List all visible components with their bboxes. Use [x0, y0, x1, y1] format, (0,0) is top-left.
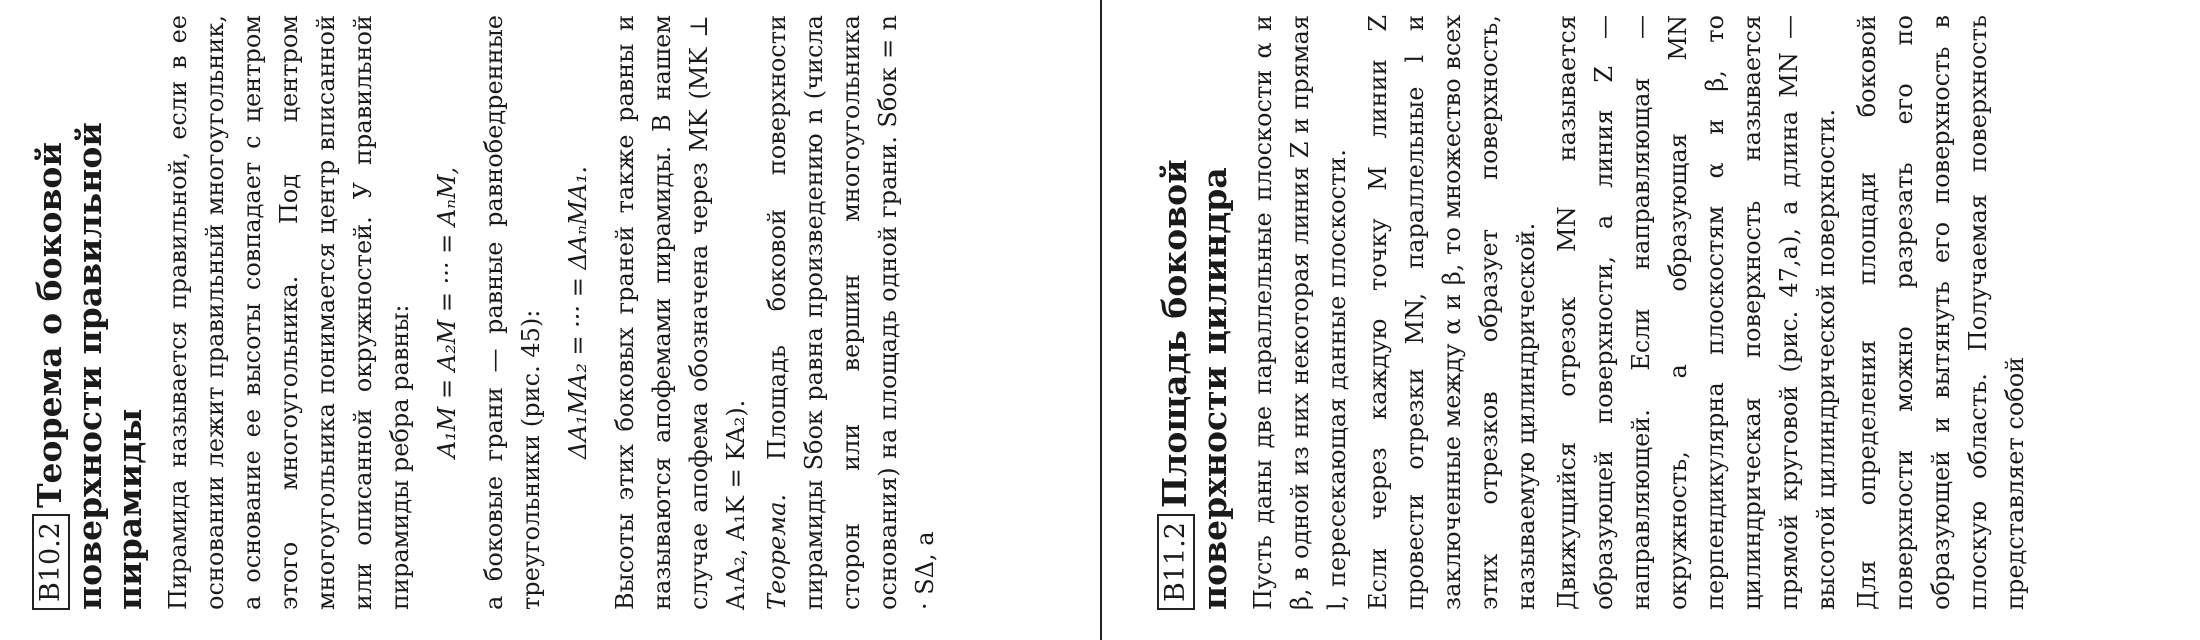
- section-cylinder-area: [1125, 0, 2200, 640]
- formula-edges: A₁M = A₂M = ··· = AₙM,: [433, 166, 461, 459]
- section-heading: [1155, 10, 1235, 610]
- theorem-text: Площадь боковой поверхности пирамиды Sбок равна произведению n (числа сторон или вершин многоугольника основания) на площадь одной грани. Sбок = n · SΔ, а: [763, 15, 939, 610]
- section-body: [160, 15, 948, 610]
- formula-triangles: ΔA₁MA₂ = ··· = ΔAₙMA₁.: [564, 166, 592, 459]
- paragraph-cylindrical-surface: Если через каждую точку M линии Z провести отрезки MN, параллельные l и заключенные между α и β, то множество всех этих отрезков образует поверхность, называемую цилиндрической.: [1364, 15, 1540, 610]
- paragraph-faces: а боковые грани — равные равнобедренные треугольники (рис. 45):: [480, 15, 545, 610]
- section-heading: [30, 10, 150, 610]
- paragraph-area: Для определения площади боковой поверхности можно разрезать его по образующей и вытянуть его поверхность в плоскую область. Получаемая поверхность представляет собой: [1853, 15, 2029, 610]
- paragraph-theorem: [759, 15, 944, 610]
- section-divider: [1100, 0, 1102, 640]
- section-title: Теорема о боковой поверхности правильной пирамиды: [30, 122, 149, 610]
- paragraph-definition: Пирамида называется правильной, если в ее основании лежит правильный многоугольник, а основание ее высоты совпадает с центром этого многоугольника. Под центром многоугольника понимается центр вписанной или описанной окружностей. У правильной пирамиды ребра равны:: [164, 15, 414, 610]
- paragraph-planes: Пусть даны две параллельные плоскости α и β, в одной из них некоторая линия Z и прямая l, пересекающая данные плоскости.: [1249, 15, 1351, 610]
- section-body: [1245, 15, 2038, 610]
- paragraph-generatrix: Движущийся отрезок MN называется образующей поверхности, а линия Z — направляющей. Если направляющая — окружность, а образующая MN перпендикулярна плоскостям α и β, то цилиндрическая поверхность называется прямой круговой (рис. 47,a), а длина MN — высотой цилиндрической поверхности.: [1553, 15, 1840, 610]
- theorem-label: Теорема.: [763, 493, 791, 610]
- section-title: Площадь боковой поверхности цилиндра: [1155, 159, 1234, 610]
- paragraph-apothem: Высоты этих боковых граней также равны и называются апофемами пирамиды. В нашем случае апофема обозначена через MK (MK ⊥ A₁A₂, A₁K = KA₂).: [611, 15, 750, 610]
- section-number-badge: B10.2: [32, 514, 70, 610]
- section-number-badge: B11.2: [1157, 514, 1195, 610]
